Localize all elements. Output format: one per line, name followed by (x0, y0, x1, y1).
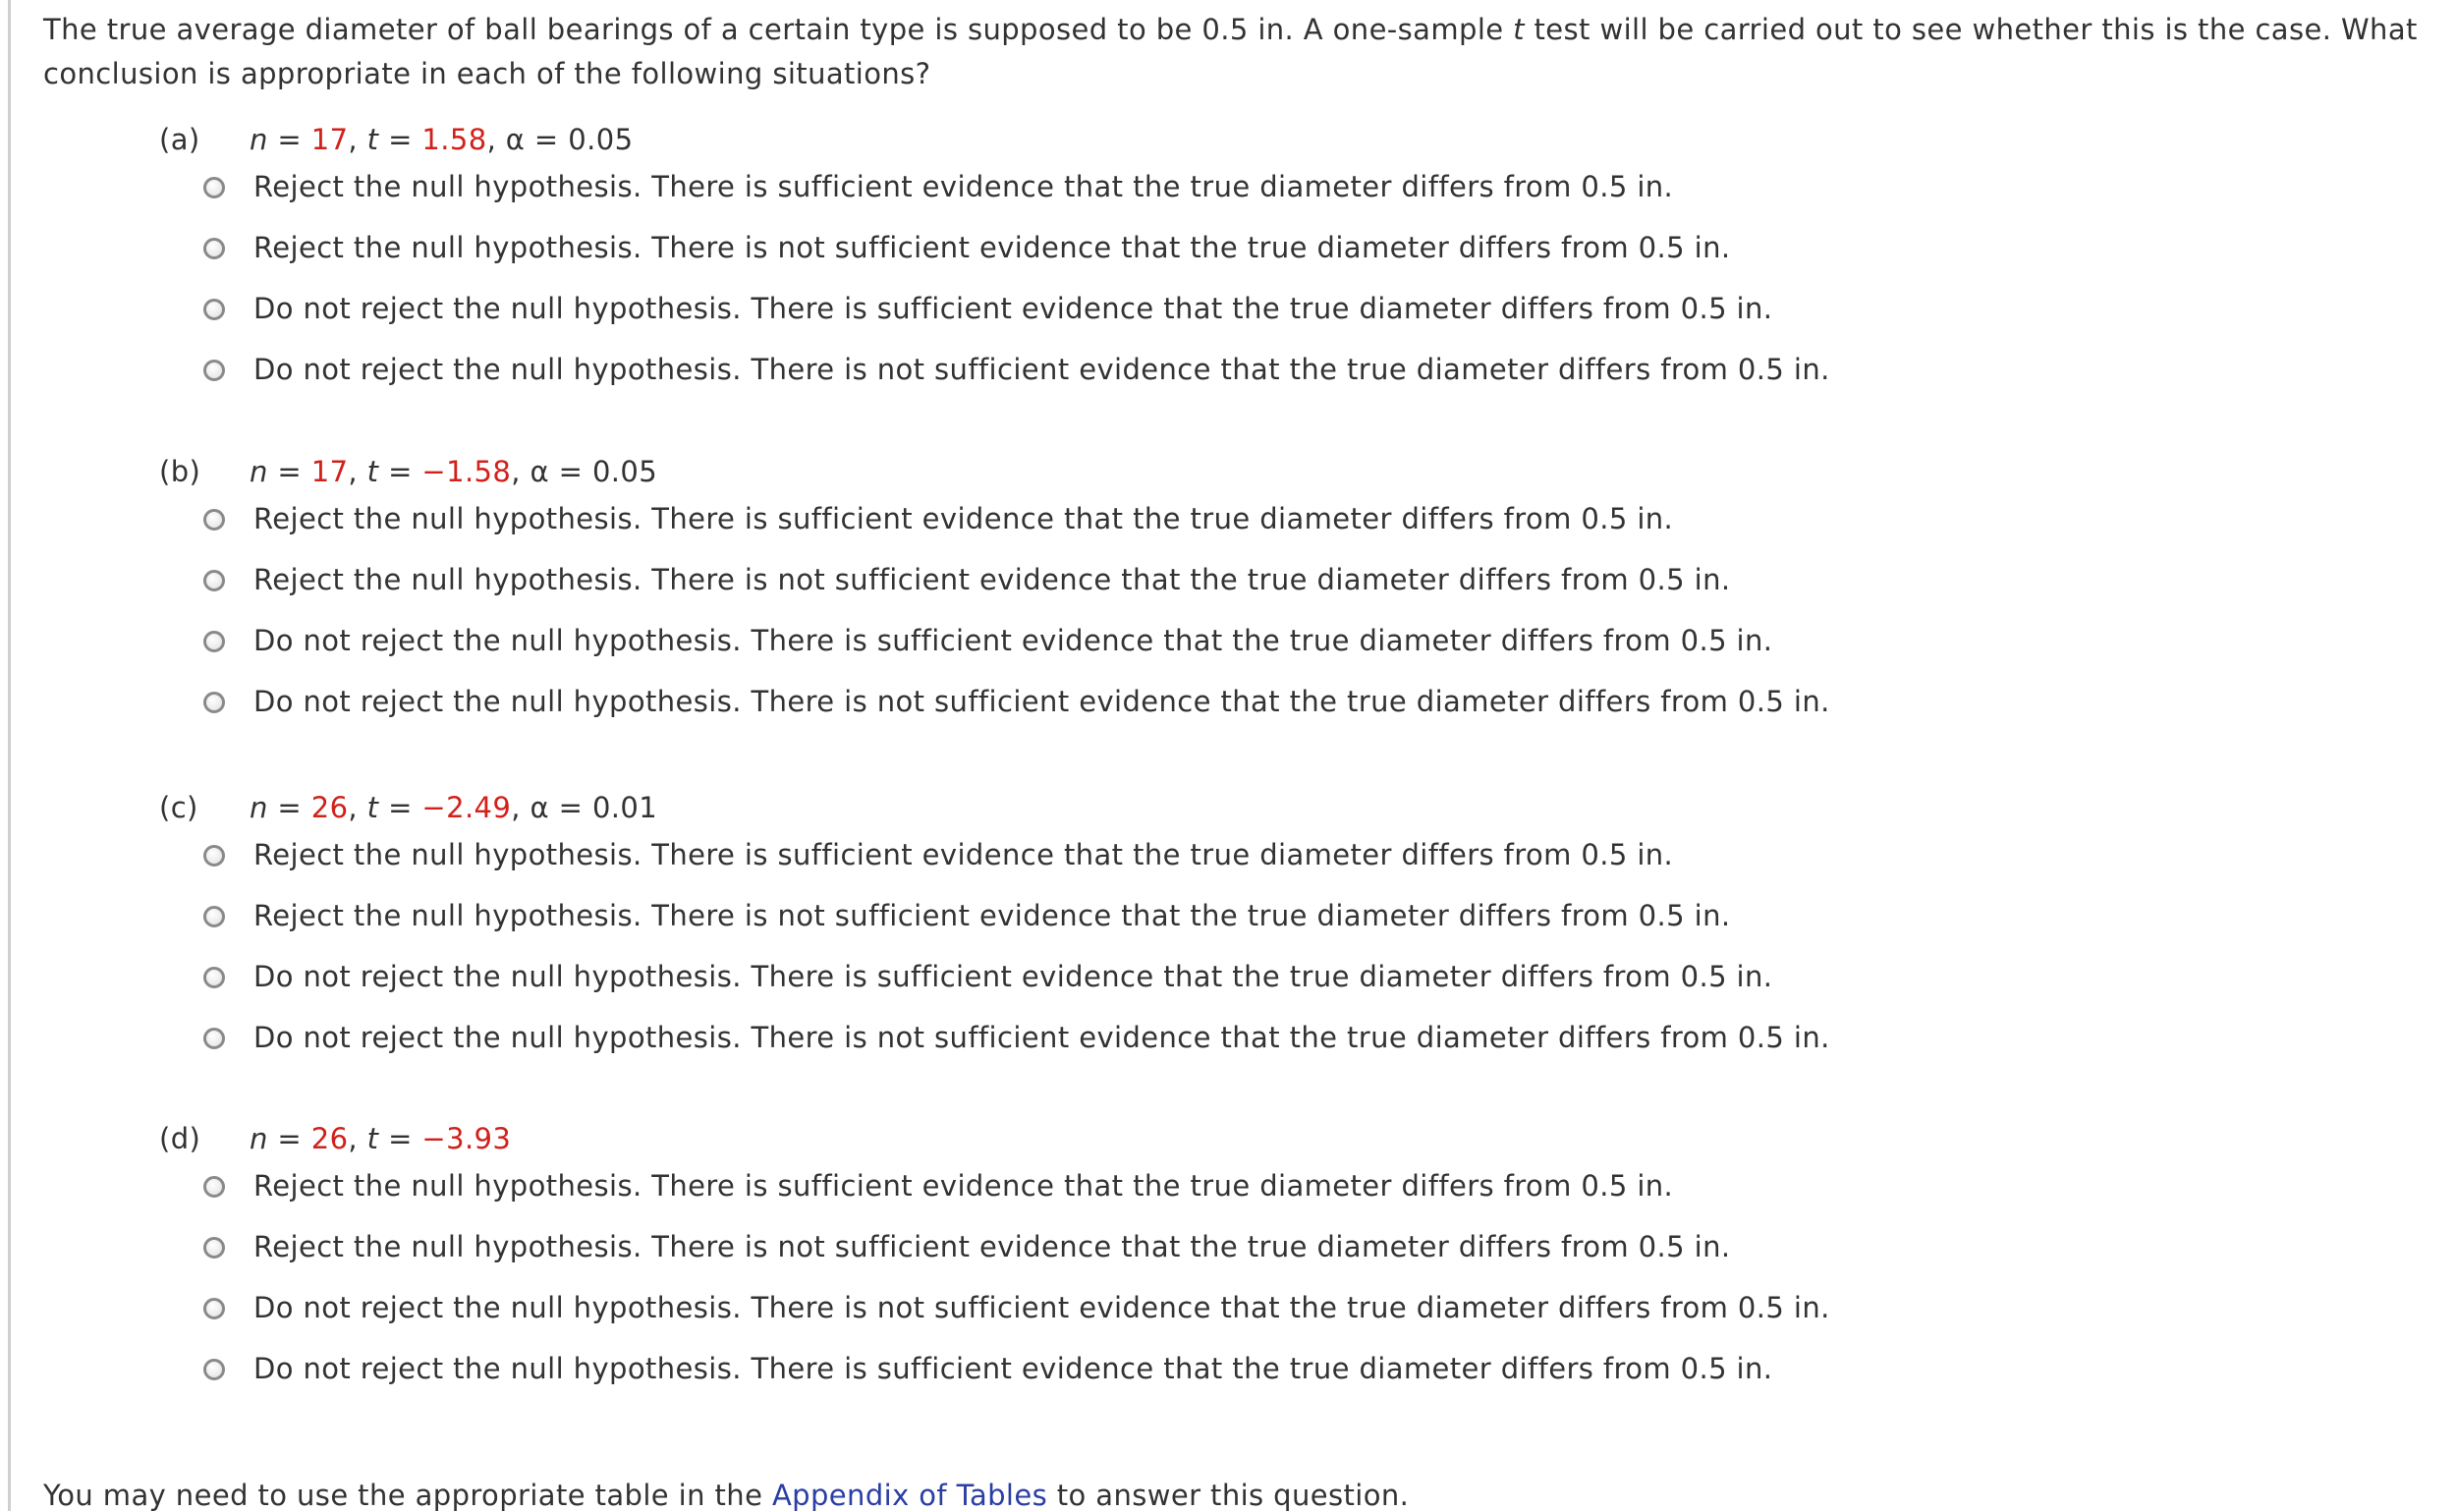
option-label: Do not reject the null hypothesis. There is sufficient evidence that the true diameter differs from 0.5 in. (253, 960, 1773, 993)
t-value: −3.93 (421, 1122, 512, 1155)
answer-option[interactable] (43, 231, 2401, 297)
radio-button[interactable] (203, 967, 225, 988)
t-value: −1.58 (421, 455, 512, 488)
option-label: Do not reject the null hypothesis. There is not sufficient evidence that the true diameter differs from 0.5 in. (253, 353, 1830, 386)
radio-button[interactable] (203, 570, 225, 591)
footer-note: You may need to use the appropriate table in the Appendix of Tables to answer this question. (43, 1479, 1410, 1512)
n-value: 17 (310, 455, 349, 488)
option-label: Do not reject the null hypothesis. There is sufficient evidence that the true diameter differs from 0.5 in. (253, 1352, 1773, 1385)
question-line-2: conclusion is appropriate in each of the following situations? (43, 57, 931, 90)
radio-button[interactable] (203, 1237, 225, 1259)
alpha-value: , α = 0.01 (511, 791, 658, 824)
radio-button[interactable] (203, 299, 225, 320)
left-border (8, 0, 11, 1511)
appendix-of-tables-link[interactable]: Appendix of Tables (771, 1479, 1048, 1512)
n-value: 26 (310, 791, 349, 824)
radio-button[interactable] (203, 906, 225, 927)
radio-button[interactable] (203, 692, 225, 713)
radio-button[interactable] (203, 1176, 225, 1198)
answer-option[interactable] (43, 170, 2401, 236)
option-label: Reject the null hypothesis. There is sufficient evidence that the true diameter differs from 0.5 in. (253, 1169, 1674, 1203)
option-label: Reject the null hypothesis. There is not sufficient evidence that the true diameter differs from 0.5 in. (253, 563, 1731, 596)
part-header (43, 786, 2401, 829)
part-a (43, 118, 2401, 419)
part-parameters: n = 26, t = −3.93 (250, 1122, 512, 1155)
radio-button[interactable] (203, 238, 225, 259)
option-label: Reject the null hypothesis. There is sufficient evidence that the true diameter differs from 0.5 in. (253, 502, 1674, 535)
radio-button[interactable] (203, 1028, 225, 1049)
question-text (43, 8, 2421, 96)
t-value: 1.58 (421, 123, 487, 156)
question-line-1: The true average diameter of ball bearings of a certain type is supposed to be 0.5 in. A one-sample t test will be carried out to see whether this is the case. What (43, 13, 2418, 46)
option-label: Reject the null hypothesis. There is not sufficient evidence that the true diameter differs from 0.5 in. (253, 899, 1731, 932)
option-label: Reject the null hypothesis. There is not sufficient evidence that the true diameter differs from 0.5 in. (253, 1230, 1731, 1263)
part-label: (d) (159, 1122, 201, 1155)
option-label: Do not reject the null hypothesis. There is not sufficient evidence that the true diameter differs from 0.5 in. (253, 685, 1830, 718)
part-header (43, 450, 2401, 493)
part-parameters: n = 26, t = −2.49, α = 0.01 (250, 791, 658, 824)
answer-option[interactable] (43, 685, 2401, 751)
alpha-value: , α = 0.05 (511, 455, 658, 488)
radio-button[interactable] (203, 845, 225, 867)
radio-button[interactable] (203, 509, 225, 531)
part-c (43, 786, 2401, 1087)
radio-button[interactable] (203, 177, 225, 198)
option-label: Do not reject the null hypothesis. There is sufficient evidence that the true diameter differs from 0.5 in. (253, 292, 1773, 325)
answer-option[interactable] (43, 563, 2401, 629)
option-label: Do not reject the null hypothesis. There is not sufficient evidence that the true diameter differs from 0.5 in. (253, 1291, 1830, 1324)
answer-option[interactable] (43, 1230, 2401, 1296)
question-content (43, 0, 2421, 1385)
radio-button[interactable] (203, 1298, 225, 1319)
option-label: Do not reject the null hypothesis. There is sufficient evidence that the true diameter differs from 0.5 in. (253, 624, 1773, 657)
part-label: (a) (159, 123, 200, 156)
option-label: Reject the null hypothesis. There is not sufficient evidence that the true diameter differs from 0.5 in. (253, 231, 1731, 264)
n-value: 26 (310, 1122, 349, 1155)
answer-option[interactable] (43, 1021, 2401, 1087)
part-label: (b) (159, 455, 201, 488)
answer-option[interactable] (43, 1169, 2401, 1235)
answer-option[interactable] (43, 1352, 2401, 1418)
alpha-value: , α = 0.05 (486, 123, 634, 156)
part-parameters: n = 17, t = −1.58, α = 0.05 (250, 455, 658, 488)
option-label: Reject the null hypothesis. There is sufficient evidence that the true diameter differs from 0.5 in. (253, 170, 1674, 203)
answer-option[interactable] (43, 502, 2401, 568)
part-header (43, 118, 2401, 161)
answer-option[interactable] (43, 838, 2401, 904)
answer-option[interactable] (43, 292, 2401, 358)
answer-option[interactable] (43, 624, 2401, 690)
t-value: −2.49 (421, 791, 512, 824)
part-label: (c) (159, 791, 198, 824)
option-label: Do not reject the null hypothesis. There is not sufficient evidence that the true diameter differs from 0.5 in. (253, 1021, 1830, 1054)
answer-option[interactable] (43, 899, 2401, 965)
radio-button[interactable] (203, 631, 225, 652)
n-value: 17 (310, 123, 349, 156)
part-parameters: n = 17, t = 1.58, α = 0.05 (250, 123, 634, 156)
answer-option[interactable] (43, 960, 2401, 1026)
answer-option[interactable] (43, 1291, 2401, 1357)
radio-button[interactable] (203, 1359, 225, 1380)
answer-option[interactable] (43, 353, 2401, 419)
radio-button[interactable] (203, 360, 225, 381)
part-d (43, 1117, 2401, 1418)
part-b (43, 450, 2401, 751)
part-header (43, 1117, 2401, 1160)
option-label: Reject the null hypothesis. There is sufficient evidence that the true diameter differs from 0.5 in. (253, 838, 1674, 871)
